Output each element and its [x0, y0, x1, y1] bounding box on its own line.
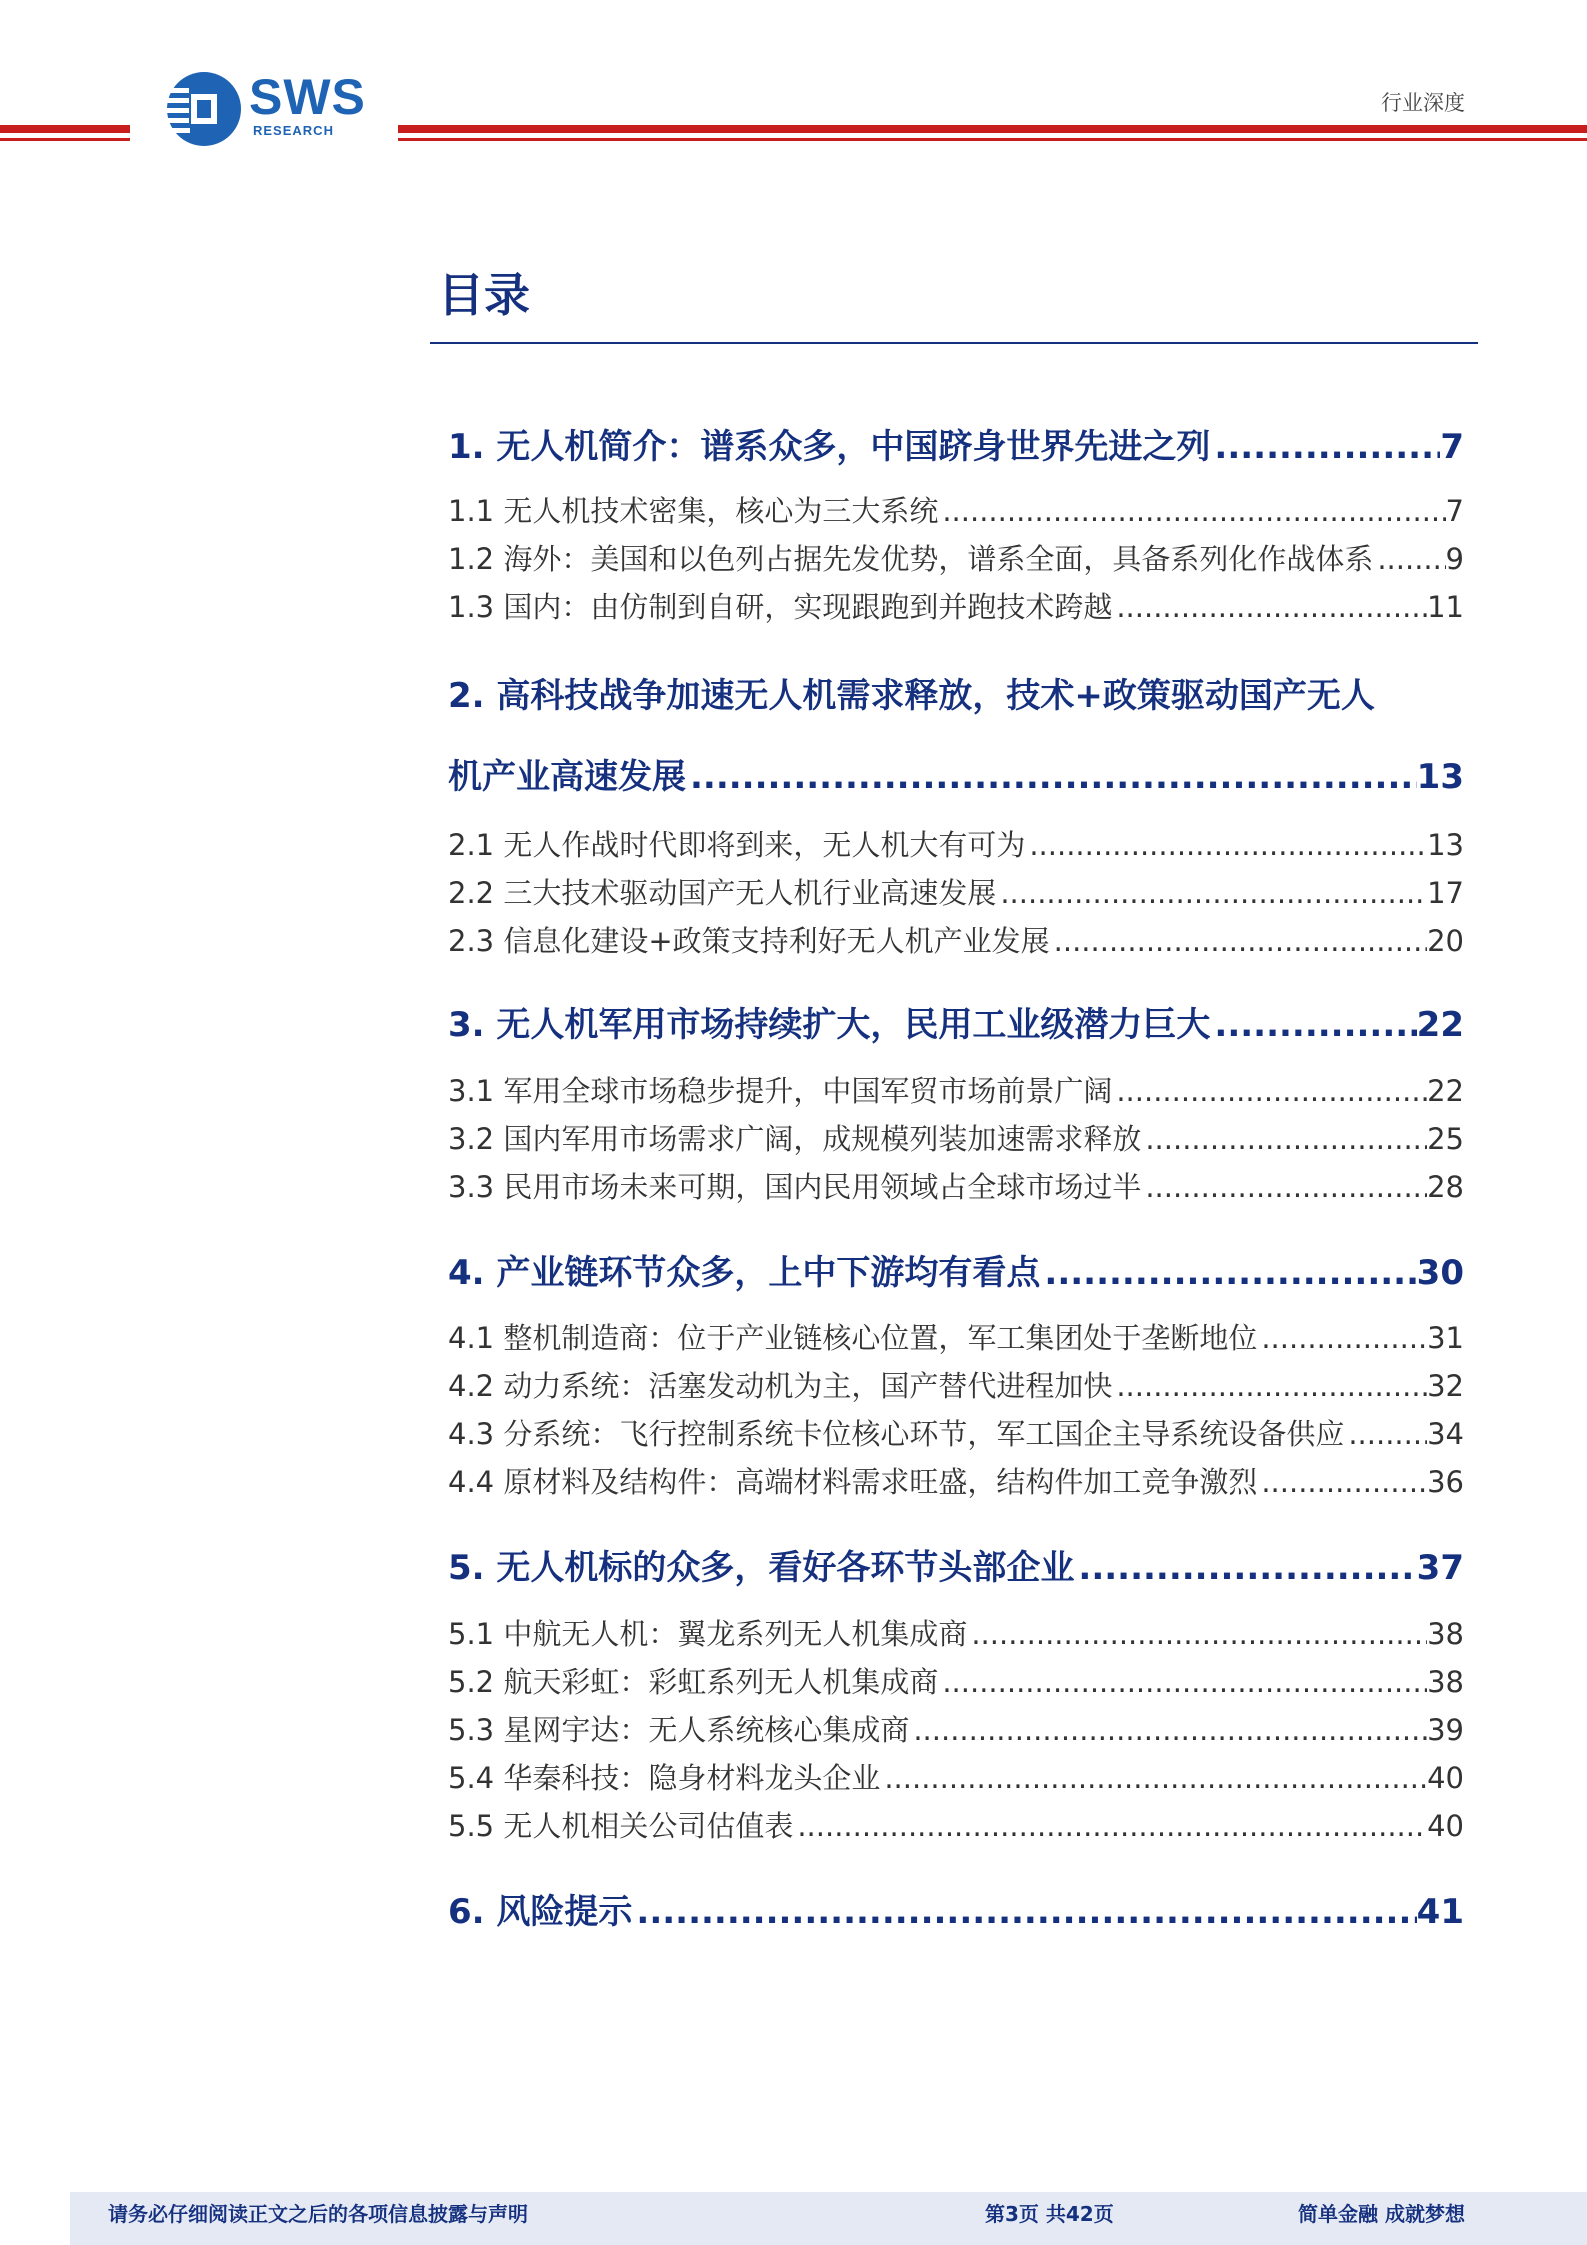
toc-entry-title: 1.2 海外：美国和以色列占据先发优势，谱系全面，具备系列化作战体系	[448, 542, 1374, 576]
toc-section-5-5[interactable]	[448, 1806, 1464, 1846]
toc-page-number: 22	[1427, 1074, 1464, 1108]
toc-leader	[1141, 1119, 1427, 1159]
toc-entry-title: 机产业高速发展	[448, 757, 686, 797]
toc-section-2-1[interactable]	[448, 825, 1464, 865]
toc-leader	[1257, 1462, 1427, 1502]
toc-entry-title: 5.5 无人机相关公司估值表	[448, 1809, 794, 1843]
toc-chapter-2[interactable]	[448, 753, 1464, 801]
toc-section-4-4[interactable]	[448, 1462, 1464, 1502]
toc-leader	[1112, 1071, 1427, 1111]
toc-leader	[1257, 1318, 1427, 1358]
toc-leader	[1112, 587, 1427, 627]
toc-section-4-1[interactable]	[448, 1318, 1464, 1358]
toc-leader	[1373, 539, 1445, 579]
toc-page-number: 39	[1427, 1713, 1464, 1747]
toc-entry-title: 5. 无人机标的众多，看好各环节头部企业	[448, 1548, 1075, 1588]
toc-page-number: 34	[1427, 1417, 1464, 1451]
footer-slogan: 简单金融 成就梦想	[1298, 2202, 1465, 2226]
logo-subtitle: RESEARCH	[253, 123, 334, 138]
footer-page-info: 第3页 共42页	[985, 2202, 1114, 2226]
toc-section-5-2[interactable]	[448, 1662, 1464, 1702]
toc-page-number: 37	[1416, 1548, 1464, 1588]
toc-page-number: 11	[1427, 590, 1464, 624]
toc-entry-title: 4. 产业链环节众多，上中下游均有看点	[448, 1253, 1041, 1293]
toc-chapter-5[interactable]	[448, 1544, 1464, 1592]
report-category: 行业深度	[1381, 91, 1465, 115]
toc-list	[448, 0, 1464, 2245]
toc-page-number: 9	[1445, 542, 1464, 576]
header-rule-left	[0, 125, 130, 143]
toc-leader	[967, 1614, 1427, 1654]
toc-section-1-1[interactable]	[448, 491, 1464, 531]
footer-disclaimer: 请务必仔细阅读正文之后的各项信息披露与声明	[108, 2202, 528, 2226]
toc-page-number: 32	[1427, 1369, 1464, 1403]
toc-entry-title: 4.1 整机制造商：位于产业链核心位置，军工集团处于垄断地位	[448, 1321, 1258, 1355]
toc-section-2-2[interactable]	[448, 873, 1464, 913]
toc-page-number: 38	[1427, 1617, 1464, 1651]
toc-leader	[1210, 1001, 1416, 1049]
toc-section-1-2[interactable]	[448, 539, 1464, 579]
toc-page-number: 7	[1445, 494, 1464, 528]
toc-page-number: 40	[1427, 1809, 1464, 1843]
toc-entry-title: 2.3 信息化建设+政策支持利好无人机产业发展	[448, 924, 1050, 958]
toc-entry-title: 4.2 动力系统：活塞发动机为主，国产替代进程加快	[448, 1369, 1113, 1403]
toc-section-5-1[interactable]	[448, 1614, 1464, 1654]
toc-entry-title: 3.2 国内军用市场需求广阔，成规模列装加速需求释放	[448, 1122, 1142, 1156]
toc-section-5-3[interactable]	[448, 1710, 1464, 1750]
toc-section-2-3[interactable]	[448, 921, 1464, 961]
logo-wordmark: SWS	[249, 69, 366, 125]
toc-chapter-3[interactable]	[448, 1001, 1464, 1049]
toc-leader	[880, 1758, 1427, 1798]
toc-chapter-1[interactable]	[448, 423, 1464, 471]
toc-page-number: 36	[1427, 1465, 1464, 1499]
toc-entry-title: 5.4 华秦科技：隐身材料龙头企业	[448, 1761, 881, 1795]
toc-leader	[632, 1888, 1416, 1936]
sws-logo-icon	[165, 70, 243, 148]
toc-entry-title: 3.3 民用市场未来可期，国内民用领域占全球市场过半	[448, 1170, 1142, 1204]
toc-section-5-4[interactable]	[448, 1758, 1464, 1798]
toc-page-number: 38	[1427, 1665, 1464, 1699]
toc-entry-title: 5.2 航天彩虹：彩虹系列无人机集成商	[448, 1665, 939, 1699]
toc-entry-title: 3.1 军用全球市场稳步提升，中国军贸市场前景广阔	[448, 1074, 1113, 1108]
toc-leader	[1210, 423, 1440, 471]
toc-section-3-3[interactable]	[448, 1167, 1464, 1207]
toc-leader	[1141, 1167, 1427, 1207]
toc-page-number: 7	[1440, 427, 1464, 467]
toc-leader	[686, 753, 1417, 801]
toc-entry-title: 2.1 无人作战时代即将到来，无人机大有可为	[448, 828, 1026, 862]
toc-leader	[909, 1710, 1427, 1750]
toc-page-number: 40	[1427, 1761, 1464, 1795]
toc-page-number: 22	[1416, 1005, 1464, 1045]
toc-leader	[1025, 825, 1427, 865]
toc-entry-title: 3. 无人机军用市场持续扩大，民用工业级潜力巨大	[448, 1005, 1211, 1045]
toc-entry-title: 5.3 星网宇达：无人系统核心集成商	[448, 1713, 910, 1747]
toc-page-number: 13	[1416, 757, 1464, 797]
toc-entry-title: 5.1 中航无人机：翼龙系列无人机集成商	[448, 1617, 968, 1651]
toc-leader	[996, 873, 1427, 913]
toc-leader	[1040, 1249, 1416, 1297]
toc-entry-title: 6. 风险提示	[448, 1892, 633, 1932]
sws-logo	[165, 68, 365, 148]
toc-leader	[938, 491, 1445, 531]
toc-page-number: 13	[1427, 828, 1464, 862]
toc-section-3-2[interactable]	[448, 1119, 1464, 1159]
toc-section-3-1[interactable]	[448, 1071, 1464, 1111]
toc-page-number: 20	[1427, 924, 1464, 958]
toc-section-1-3[interactable]	[448, 587, 1464, 627]
toc-chapter-4[interactable]	[448, 1249, 1464, 1297]
toc-entry-title: 4.3 分系统：飞行控制系统卡位核心环节，军工国企主导系统设备供应	[448, 1417, 1345, 1451]
toc-section-4-3[interactable]	[448, 1414, 1464, 1454]
toc-entry-title: 1.1 无人机技术密集，核心为三大系统	[448, 494, 939, 528]
toc-page-number: 17	[1427, 876, 1464, 910]
toc-page-number: 30	[1416, 1253, 1464, 1293]
toc-chapter-2-line1[interactable]: 2. 高科技战争加速无人机需求释放，技术+政策驱动国产无人	[448, 676, 1375, 716]
toc-entry-title: 4.4 原材料及结构件：高端材料需求旺盛，结构件加工竞争激烈	[448, 1465, 1258, 1499]
toc-chapter-6[interactable]	[448, 1888, 1464, 1936]
toc-page-number: 25	[1427, 1122, 1464, 1156]
toc-leader	[1074, 1544, 1416, 1592]
toc-page-number: 41	[1416, 1892, 1464, 1932]
toc-entry-title: 2.2 三大技术驱动国产无人机行业高速发展	[448, 876, 997, 910]
toc-entry-title: 1.3 国内：由仿制到自研，实现跟跑到并跑技术跨越	[448, 590, 1113, 624]
toc-leader	[1112, 1366, 1427, 1406]
toc-leader	[938, 1662, 1427, 1702]
toc-title: 目录	[438, 268, 530, 322]
toc-section-4-2[interactable]	[448, 1366, 1464, 1406]
toc-leader	[1344, 1414, 1427, 1454]
toc-entry-title: 1. 无人机简介：谱系众多，中国跻身世界先进之列	[448, 427, 1211, 467]
toc-page-number: 31	[1427, 1321, 1464, 1355]
toc-leader	[1050, 921, 1427, 961]
toc-page-number: 28	[1427, 1170, 1464, 1204]
toc-leader	[793, 1806, 1427, 1846]
